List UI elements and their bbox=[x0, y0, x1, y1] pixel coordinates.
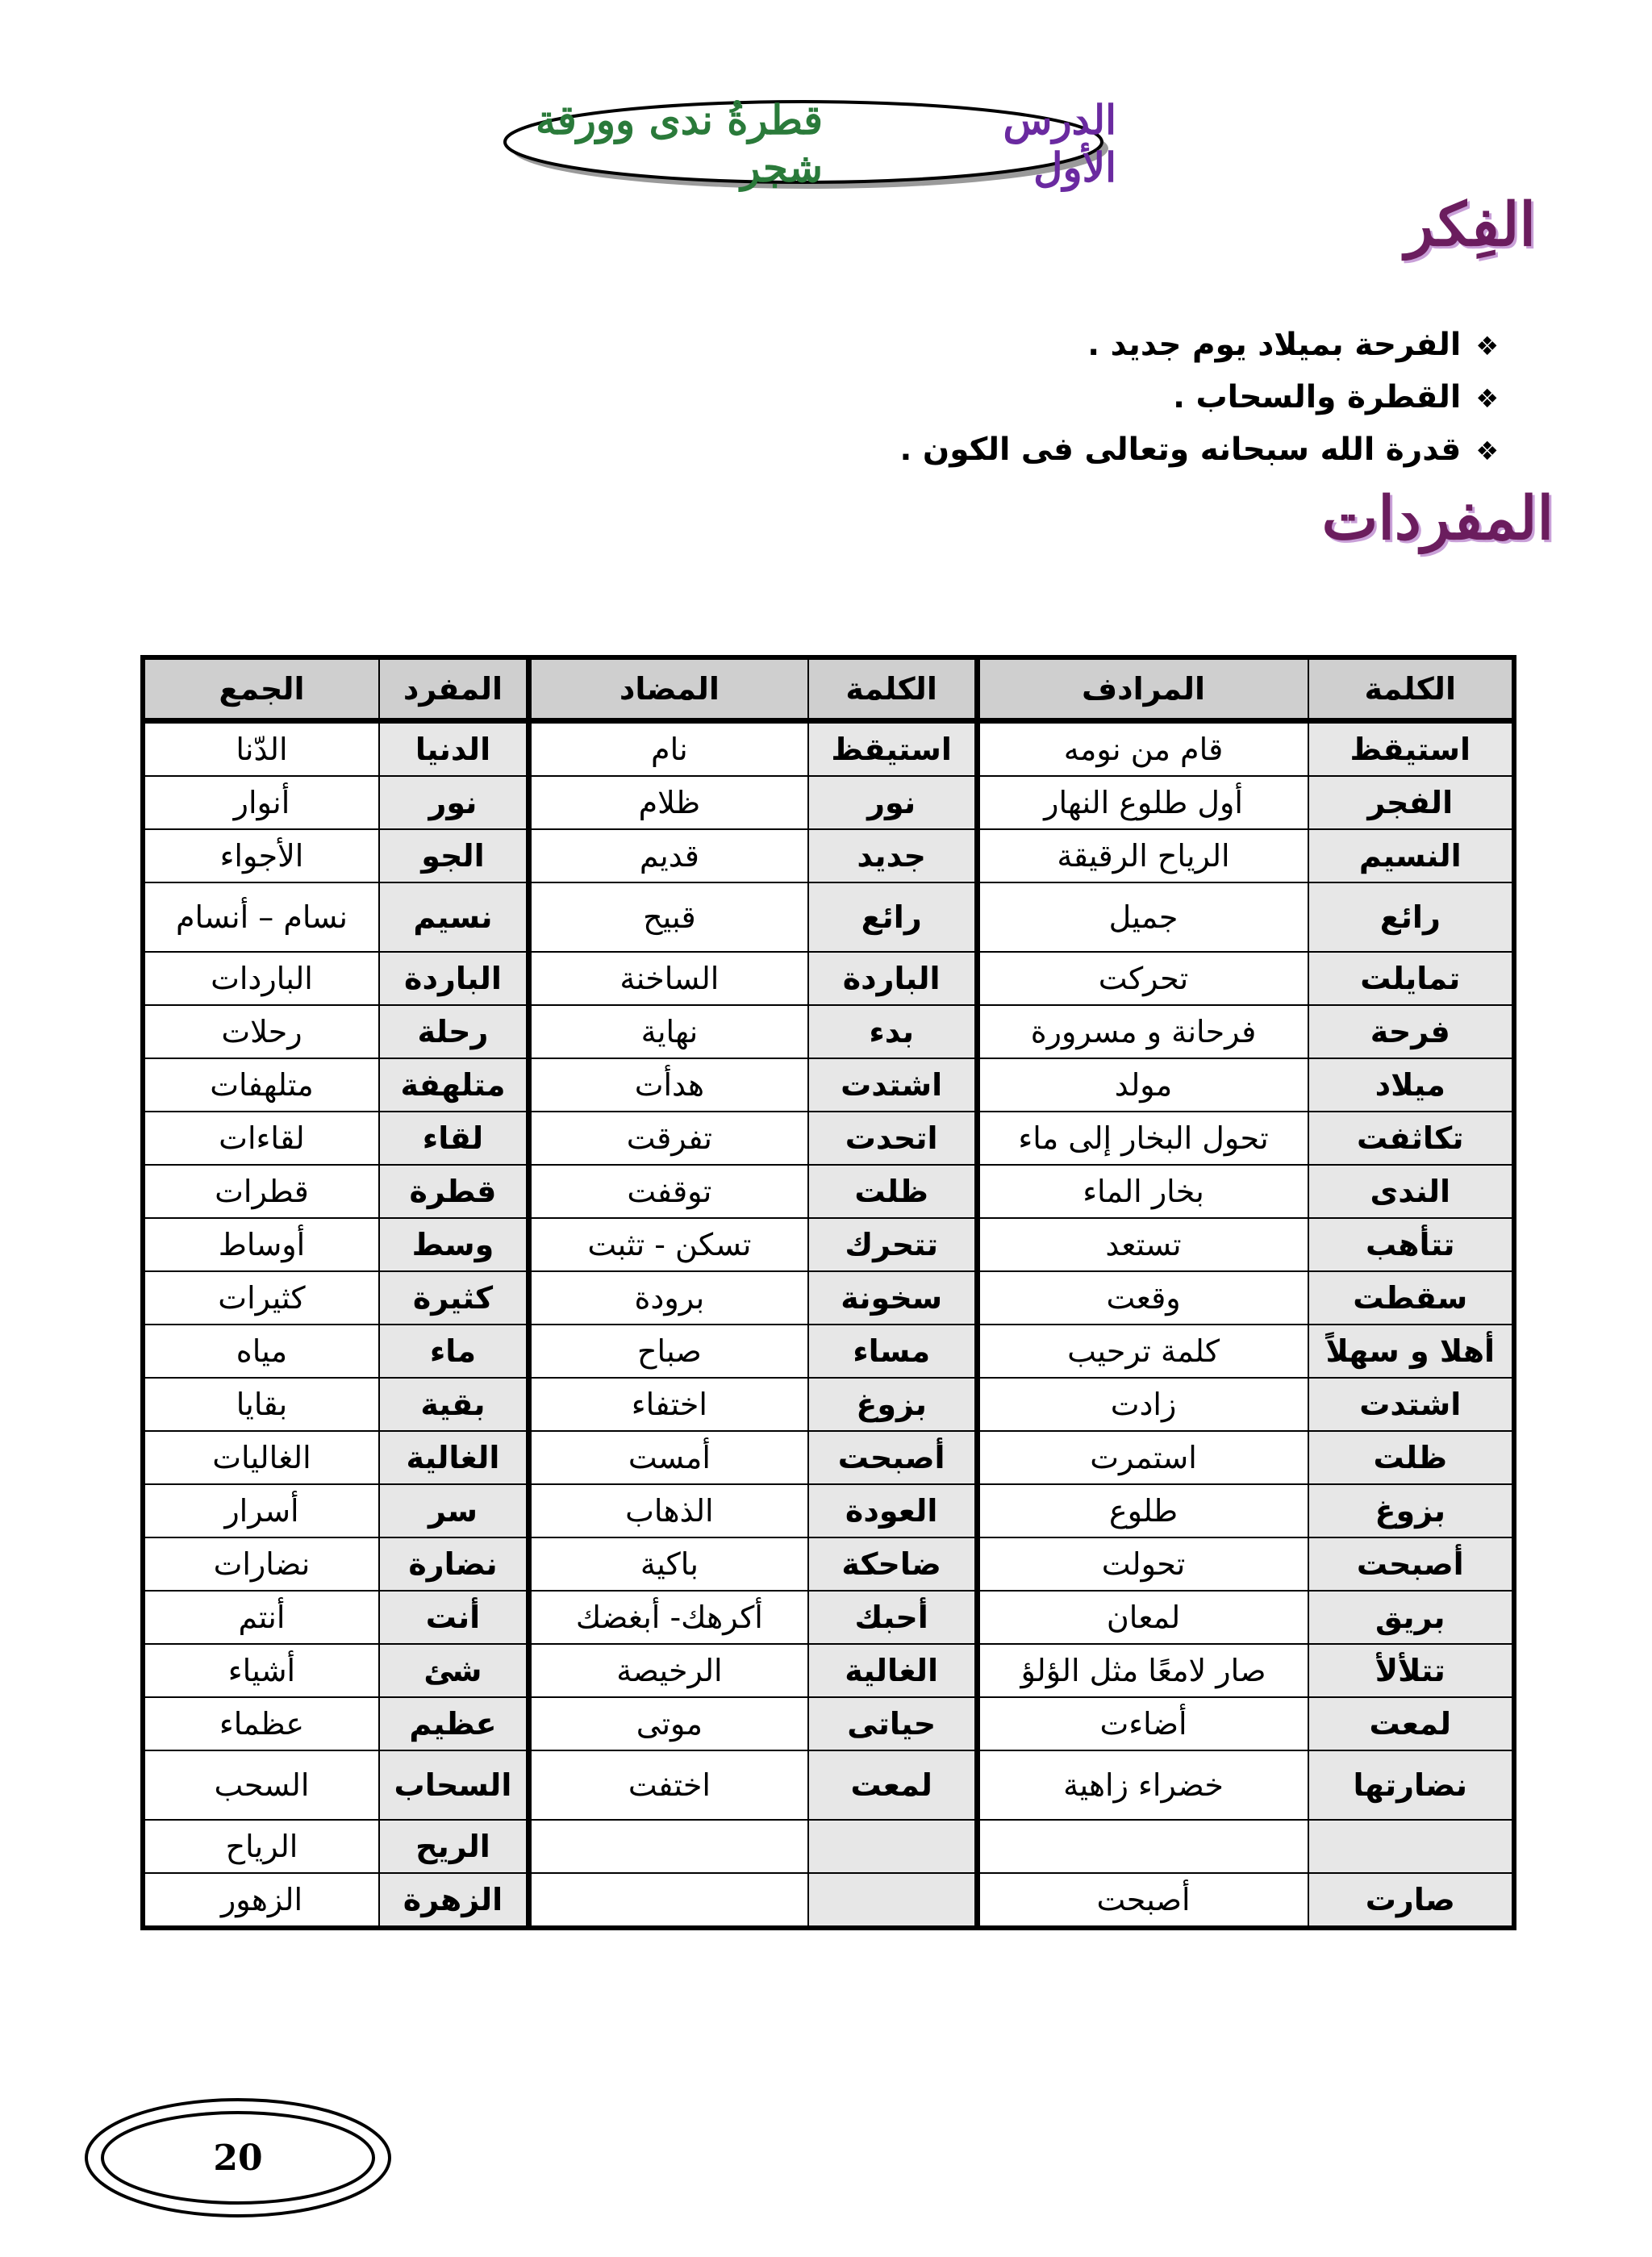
singular-cell: نضارة bbox=[379, 1537, 529, 1591]
word-cell: سقطت bbox=[1308, 1271, 1514, 1325]
singular-cell: شئ bbox=[379, 1644, 529, 1697]
table-row bbox=[143, 1591, 1514, 1644]
singular-cell: نور bbox=[379, 776, 529, 829]
word-cell: بزوغ bbox=[1308, 1484, 1514, 1537]
synonym-cell: زادت bbox=[977, 1378, 1308, 1431]
word-cell: ظلت bbox=[1308, 1431, 1514, 1484]
word-cell: ظلت bbox=[808, 1165, 977, 1218]
word-cell: مساء bbox=[808, 1325, 977, 1378]
plural-cell: السحب bbox=[143, 1750, 379, 1820]
singular-cell: متلهفة bbox=[379, 1058, 529, 1112]
table-row bbox=[143, 721, 1514, 777]
table-row bbox=[143, 882, 1514, 952]
table-row bbox=[143, 1218, 1514, 1271]
word-cell: سخونة bbox=[808, 1271, 977, 1325]
table-row bbox=[143, 1271, 1514, 1325]
table-row bbox=[143, 1644, 1514, 1697]
plural-cell: نضارات bbox=[143, 1537, 379, 1591]
singular-cell: الزهرة bbox=[379, 1873, 529, 1928]
word-cell bbox=[808, 1820, 977, 1873]
word-cell: أصبحت bbox=[808, 1431, 977, 1484]
table-row bbox=[143, 1750, 1514, 1820]
singular-cell: الدنيا bbox=[379, 721, 529, 777]
plural-cell: رحلات bbox=[143, 1005, 379, 1058]
antonym-cell: نهاية bbox=[529, 1005, 808, 1058]
table-row bbox=[143, 776, 1514, 829]
table-row bbox=[143, 1697, 1514, 1750]
synonym-cell: تحولت bbox=[977, 1537, 1308, 1591]
antonym-cell: باكية bbox=[529, 1537, 808, 1591]
table-row bbox=[143, 952, 1514, 1005]
vocabulary-table bbox=[140, 655, 1516, 1930]
synonym-cell: قام من نومه bbox=[977, 721, 1308, 777]
plural-cell: مياه bbox=[143, 1325, 379, 1378]
plural-cell: الزهور bbox=[143, 1873, 379, 1928]
table-row bbox=[143, 1484, 1514, 1537]
word-cell: اتحدت bbox=[808, 1112, 977, 1165]
word-cell: استيقظ bbox=[1308, 721, 1514, 777]
plural-cell: عظماء bbox=[143, 1697, 379, 1750]
synonym-cell: فرحانة و مسرورة bbox=[977, 1005, 1308, 1058]
header-plural: الجمع bbox=[143, 657, 379, 721]
plural-cell: الغاليات bbox=[143, 1431, 379, 1484]
word-cell: تتأهب bbox=[1308, 1218, 1514, 1271]
antonym-cell: اختفاء bbox=[529, 1378, 808, 1431]
table-row bbox=[143, 1005, 1514, 1058]
word-cell: الندى bbox=[1308, 1165, 1514, 1218]
antonym-cell: نام bbox=[529, 721, 808, 777]
singular-cell: أنت bbox=[379, 1591, 529, 1644]
word-cell: النسيم bbox=[1308, 829, 1514, 882]
word-cell: نضارتها bbox=[1308, 1750, 1514, 1820]
word-cell: فرحة bbox=[1308, 1005, 1514, 1058]
synonym-cell: صار لامعًا مثل الؤلؤ bbox=[977, 1644, 1308, 1697]
singular-cell: ماء bbox=[379, 1325, 529, 1378]
synonym-cell: الرياح الرقيقة bbox=[977, 829, 1308, 882]
singular-cell: رحلة bbox=[379, 1005, 529, 1058]
synonym-cell: طلوع bbox=[977, 1484, 1308, 1537]
plural-cell: متلهفات bbox=[143, 1058, 379, 1112]
table-row bbox=[143, 1378, 1514, 1431]
singular-cell: وسط bbox=[379, 1218, 529, 1271]
word-cell: أحبك bbox=[808, 1591, 977, 1644]
plural-cell: لقاءات bbox=[143, 1112, 379, 1165]
ideas-heading: الفِكر bbox=[1404, 190, 1536, 260]
lesson-title: قطرةُ ندى وورقة شجر bbox=[536, 96, 823, 191]
idea-item: ❖ القطرة والسحاب . bbox=[900, 372, 1499, 424]
word-cell: أصبحت bbox=[1308, 1537, 1514, 1591]
word-cell bbox=[808, 1873, 977, 1928]
header-antonym: المضاد bbox=[529, 657, 808, 721]
plural-cell: بقايا bbox=[143, 1378, 379, 1431]
plural-cell: أنوار bbox=[143, 776, 379, 829]
synonym-cell: خضراء زاهية bbox=[977, 1750, 1308, 1820]
plural-cell: كثيرات bbox=[143, 1271, 379, 1325]
singular-cell: الجو bbox=[379, 829, 529, 882]
antonym-cell bbox=[529, 1820, 808, 1873]
word-cell: تمايلت bbox=[1308, 952, 1514, 1005]
synonym-cell: تحول البخار إلى ماء bbox=[977, 1112, 1308, 1165]
synonym-cell: أول طلوع النهار bbox=[977, 776, 1308, 829]
singular-cell: نسيم bbox=[379, 882, 529, 952]
singular-cell: الباردة bbox=[379, 952, 529, 1005]
plural-cell: الأجواء bbox=[143, 829, 379, 882]
singular-cell: سر bbox=[379, 1484, 529, 1537]
word-cell: الباردة bbox=[808, 952, 977, 1005]
word-cell: صارت bbox=[1308, 1873, 1514, 1928]
table-row bbox=[143, 1165, 1514, 1218]
synonym-cell: بخار الماء bbox=[977, 1165, 1308, 1218]
table-row bbox=[143, 1112, 1514, 1165]
singular-cell: عظيم bbox=[379, 1697, 529, 1750]
header-synonym: المرادف bbox=[977, 657, 1308, 721]
synonym-cell: مولد bbox=[977, 1058, 1308, 1112]
word-cell: الفجر bbox=[1308, 776, 1514, 829]
word-cell: الغالية bbox=[808, 1644, 977, 1697]
synonym-cell: استمرت bbox=[977, 1431, 1308, 1484]
header-word-synonym: الكلمة bbox=[1308, 657, 1514, 721]
synonym-cell: كلمة ترحيب bbox=[977, 1325, 1308, 1378]
idea-item: ❖ قدرة الله سبحانه وتعالى فى الكون . bbox=[900, 424, 1499, 477]
antonym-cell: أمست bbox=[529, 1431, 808, 1484]
word-cell: ميلاد bbox=[1308, 1058, 1514, 1112]
word-cell: بريق bbox=[1308, 1591, 1514, 1644]
table-body bbox=[143, 721, 1514, 1929]
plural-cell: نسام – أنسام bbox=[143, 882, 379, 952]
word-cell: ضاحكة bbox=[808, 1537, 977, 1591]
lesson-title-banner bbox=[494, 95, 1116, 192]
plural-cell: أسرار bbox=[143, 1484, 379, 1537]
table-header-row bbox=[143, 657, 1514, 721]
synonym-cell bbox=[977, 1820, 1308, 1873]
antonym-cell: تفرقت bbox=[529, 1112, 808, 1165]
synonym-cell: جميل bbox=[977, 882, 1308, 952]
word-cell: تكاثفت bbox=[1308, 1112, 1514, 1165]
plural-cell: الرياح bbox=[143, 1820, 379, 1873]
plural-cell: أشياء bbox=[143, 1644, 379, 1697]
singular-cell: كثيرة bbox=[379, 1271, 529, 1325]
word-cell: جديد bbox=[808, 829, 977, 882]
singular-cell: الريح bbox=[379, 1820, 529, 1873]
synonym-cell: أصبحت bbox=[977, 1873, 1308, 1928]
word-cell: رائع bbox=[1308, 882, 1514, 952]
antonym-cell: توقفت bbox=[529, 1165, 808, 1218]
antonym-cell: صباح bbox=[529, 1325, 808, 1378]
singular-cell: لقاء bbox=[379, 1112, 529, 1165]
word-cell: استيقظ bbox=[808, 721, 977, 777]
word-cell: رائع bbox=[808, 882, 977, 952]
antonym-cell: تسكن - تثبت bbox=[529, 1218, 808, 1271]
antonym-cell: قديم bbox=[529, 829, 808, 882]
singular-cell: بقية bbox=[379, 1378, 529, 1431]
synonym-cell: تحركت bbox=[977, 952, 1308, 1005]
table-row bbox=[143, 829, 1514, 882]
word-cell: العودة bbox=[808, 1484, 977, 1537]
vocabulary-heading: المفردات bbox=[1321, 484, 1554, 553]
plural-cell: أوساط bbox=[143, 1218, 379, 1271]
antonym-cell: أكرهك- أبغضك bbox=[529, 1591, 808, 1644]
plural-cell: قطرات bbox=[143, 1165, 379, 1218]
word-cell: لمعت bbox=[808, 1750, 977, 1820]
ideas-list bbox=[900, 319, 1499, 477]
antonym-cell: اختفت bbox=[529, 1750, 808, 1820]
idea-item: ❖ الفرحة بميلاد يوم جديد . bbox=[900, 319, 1499, 372]
antonym-cell: هدأت bbox=[529, 1058, 808, 1112]
table-row bbox=[143, 1820, 1514, 1873]
antonym-cell: قبيح bbox=[529, 882, 808, 952]
word-cell: تتلألأ bbox=[1308, 1644, 1514, 1697]
header-singular: المفرد bbox=[379, 657, 529, 721]
antonym-cell: الرخيصة bbox=[529, 1644, 808, 1697]
plural-cell: أنتم bbox=[143, 1591, 379, 1644]
word-cell: تتحرك bbox=[808, 1218, 977, 1271]
synonym-cell: وقعت bbox=[977, 1271, 1308, 1325]
singular-cell: قطرة bbox=[379, 1165, 529, 1218]
antonym-cell: موتى bbox=[529, 1697, 808, 1750]
synonym-cell: أضاءت bbox=[977, 1697, 1308, 1750]
singular-cell: الغالية bbox=[379, 1431, 529, 1484]
plural-cell: الدّنا bbox=[143, 721, 379, 777]
word-cell: نور bbox=[808, 776, 977, 829]
table-row bbox=[143, 1873, 1514, 1928]
antonym-cell: ظلام bbox=[529, 776, 808, 829]
synonym-cell: لمعان bbox=[977, 1591, 1308, 1644]
synonym-cell: تستعد bbox=[977, 1218, 1308, 1271]
antonym-cell: الساخنة bbox=[529, 952, 808, 1005]
antonym-cell: برودة bbox=[529, 1271, 808, 1325]
table-row bbox=[143, 1325, 1514, 1378]
word-cell: بزوغ bbox=[808, 1378, 977, 1431]
table-row bbox=[143, 1058, 1514, 1112]
word-cell: لمعت bbox=[1308, 1697, 1514, 1750]
lesson-label: الدرس الأول bbox=[1003, 96, 1116, 191]
singular-cell: السحاب bbox=[379, 1750, 529, 1820]
table-row bbox=[143, 1431, 1514, 1484]
antonym-cell: الذهاب bbox=[529, 1484, 808, 1537]
word-cell: حياتى bbox=[808, 1697, 977, 1750]
plural-cell: الباردات bbox=[143, 952, 379, 1005]
word-cell: بدء bbox=[808, 1005, 977, 1058]
word-cell: اشتدت bbox=[1308, 1378, 1514, 1431]
word-cell: اشتدت bbox=[808, 1058, 977, 1112]
table-row bbox=[143, 1537, 1514, 1591]
header-word-antonym: الكلمة bbox=[808, 657, 977, 721]
word-cell bbox=[1308, 1820, 1514, 1873]
word-cell: أهلا و سهلاً bbox=[1308, 1325, 1514, 1378]
page-number: 20 bbox=[213, 2137, 263, 2179]
antonym-cell bbox=[529, 1873, 808, 1928]
